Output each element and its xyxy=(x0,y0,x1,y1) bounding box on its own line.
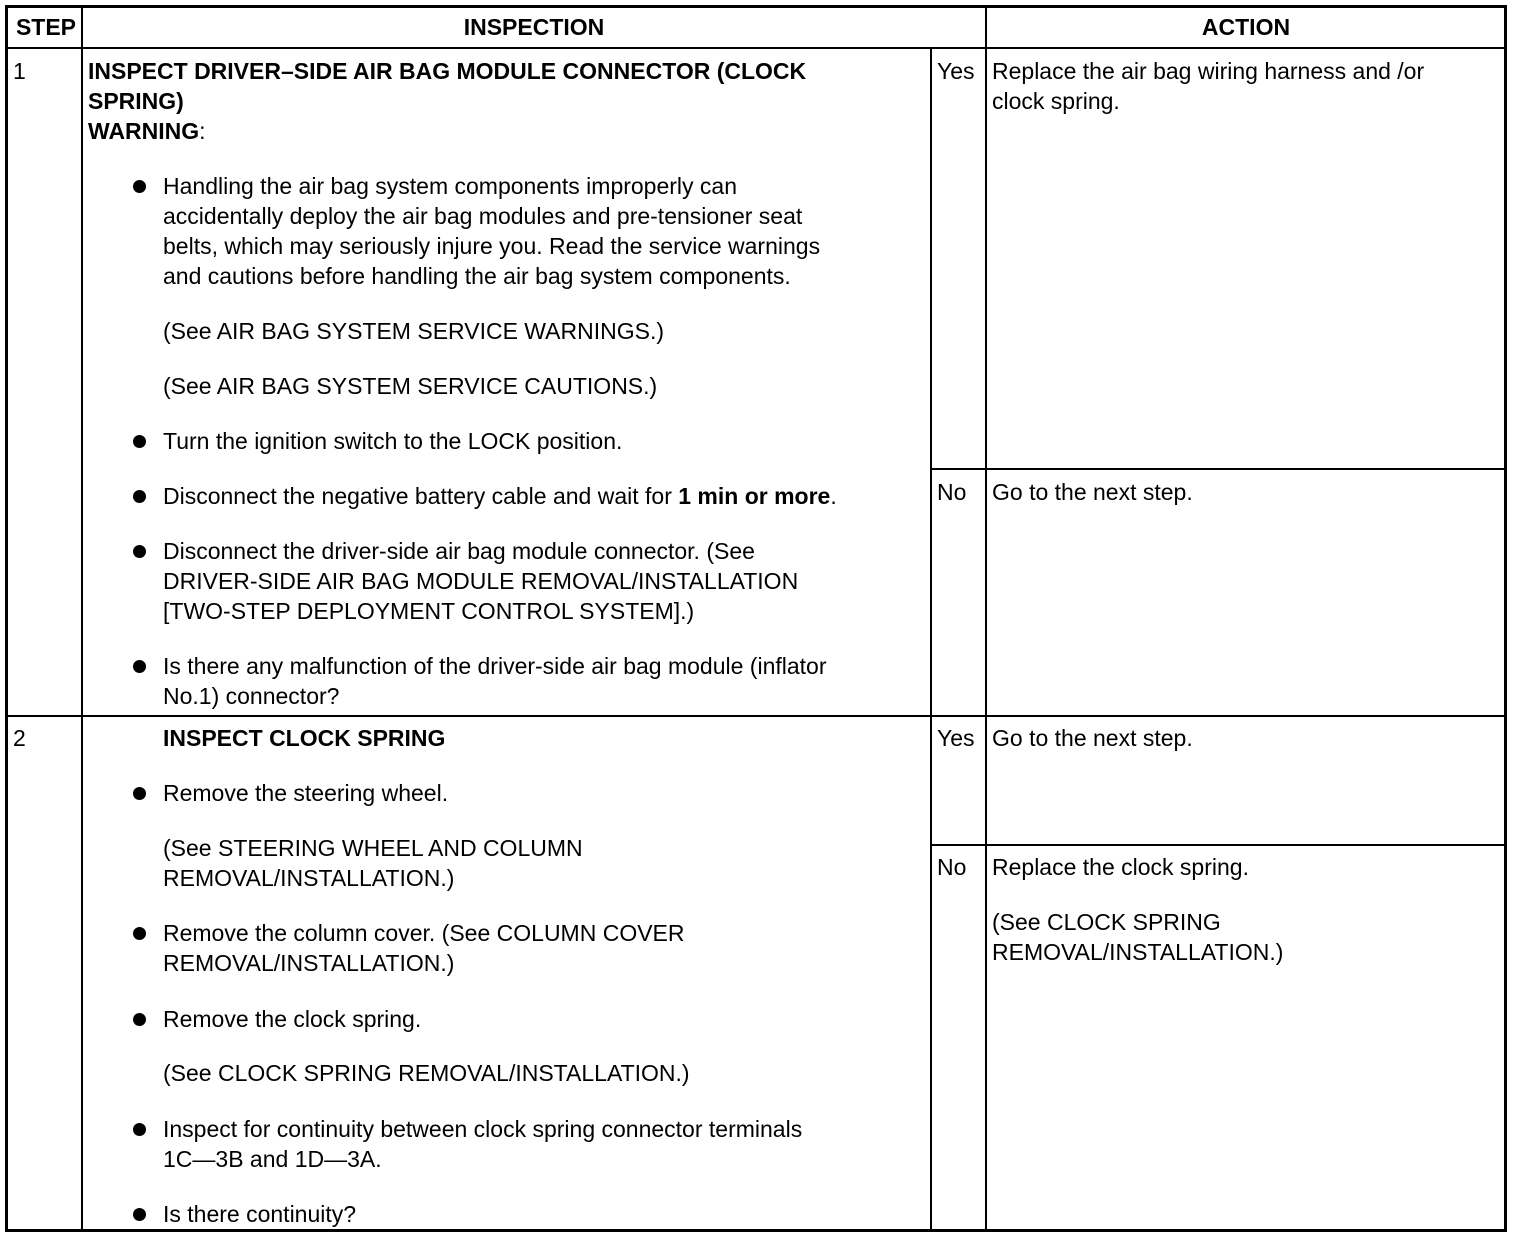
bullet-icon xyxy=(133,435,146,448)
step-title: INSPECT CLOCK SPRING xyxy=(163,725,446,751)
action-text: REMOVAL/INSTALLATION.) xyxy=(992,939,1284,965)
list-item: Disconnect the negative battery cable and wait for 1 min or more. xyxy=(163,483,837,509)
answer-yes: Yes xyxy=(937,58,975,84)
list-item: Handling the air bag system components improperly can xyxy=(163,173,738,199)
bullet-icon xyxy=(133,927,146,940)
header-step: STEP xyxy=(15,14,77,40)
step-column-divider xyxy=(81,7,83,1230)
action-text: (See CLOCK SPRING xyxy=(992,909,1221,935)
action-text: Go to the next step. xyxy=(992,725,1193,751)
list-item: REMOVAL/INSTALLATION.) xyxy=(163,950,455,976)
bullet-icon xyxy=(133,787,146,800)
step-number: 1 xyxy=(13,58,26,84)
list-item: No.1) connector? xyxy=(163,683,340,709)
list-item: accidentally deploy the air bag modules and pre-tensioner seat xyxy=(163,203,803,229)
answer-no: No xyxy=(937,479,967,505)
bullet-icon xyxy=(133,490,146,503)
step-title: INSPECT DRIVER–SIDE AIR BAG MODULE CONNECTOR (CLOCK xyxy=(88,58,807,84)
action-text: Go to the next step. xyxy=(992,479,1193,505)
list-item: Remove the steering wheel. xyxy=(163,780,449,806)
answer-yes: Yes xyxy=(937,725,975,751)
list-item: Is there any malfunction of the driver-side air bag module (inflator xyxy=(163,653,827,679)
bullet-icon xyxy=(133,545,146,558)
list-item: [TWO-STEP DEPLOYMENT CONTROL SYSTEM].) xyxy=(163,598,695,624)
action-text: Replace the clock spring. xyxy=(992,854,1249,880)
bullet-icon xyxy=(133,1208,146,1221)
step-divider xyxy=(7,715,1505,717)
list-item: Remove the column cover. (See COLUMN COVER xyxy=(163,920,685,946)
header-action: ACTION xyxy=(1201,14,1291,40)
action-text: clock spring. xyxy=(992,88,1120,114)
header-divider xyxy=(7,47,1505,49)
list-item: 1C—3B and 1D—3A. xyxy=(163,1146,382,1172)
answer-column-divider xyxy=(930,47,932,1230)
warning-heading: WARNING: xyxy=(88,118,206,144)
yes-no-divider-step2 xyxy=(930,844,1505,846)
header-inspection: INSPECTION xyxy=(463,14,605,40)
bullet-icon xyxy=(133,1123,146,1136)
list-item: Disconnect the driver-side air bag module connector. (See xyxy=(163,538,755,564)
bullet-icon xyxy=(133,660,146,673)
list-item: Is there continuity? xyxy=(163,1201,357,1227)
reference-text: (See CLOCK SPRING REMOVAL/INSTALLATION.) xyxy=(163,1060,690,1086)
bullet-icon xyxy=(133,180,146,193)
list-item: and cautions before handling the air bag system components. xyxy=(163,263,791,289)
action-column-divider xyxy=(985,7,987,1230)
bullet-icon xyxy=(133,1013,146,1026)
step-title: SPRING) xyxy=(88,88,184,114)
list-item: Remove the clock spring. xyxy=(163,1006,422,1032)
reference-text: (See AIR BAG SYSTEM SERVICE WARNINGS.) xyxy=(163,318,665,344)
answer-no: No xyxy=(937,854,967,880)
action-text: Replace the air bag wiring harness and /or xyxy=(992,58,1425,84)
list-item: DRIVER-SIDE AIR BAG MODULE REMOVAL/INSTALLATION xyxy=(163,568,799,594)
reference-text: (See AIR BAG SYSTEM SERVICE CAUTIONS.) xyxy=(163,373,658,399)
list-item: belts, which may seriously injure you. Read the service warnings xyxy=(163,233,821,259)
list-item: Inspect for continuity between clock spring connector terminals xyxy=(163,1116,803,1142)
reference-text: (See STEERING WHEEL AND COLUMN xyxy=(163,835,583,861)
yes-no-divider-step1 xyxy=(930,468,1505,470)
reference-text: REMOVAL/INSTALLATION.) xyxy=(163,865,455,891)
step-number: 2 xyxy=(13,725,26,751)
list-item: Turn the ignition switch to the LOCK position. xyxy=(163,428,623,454)
